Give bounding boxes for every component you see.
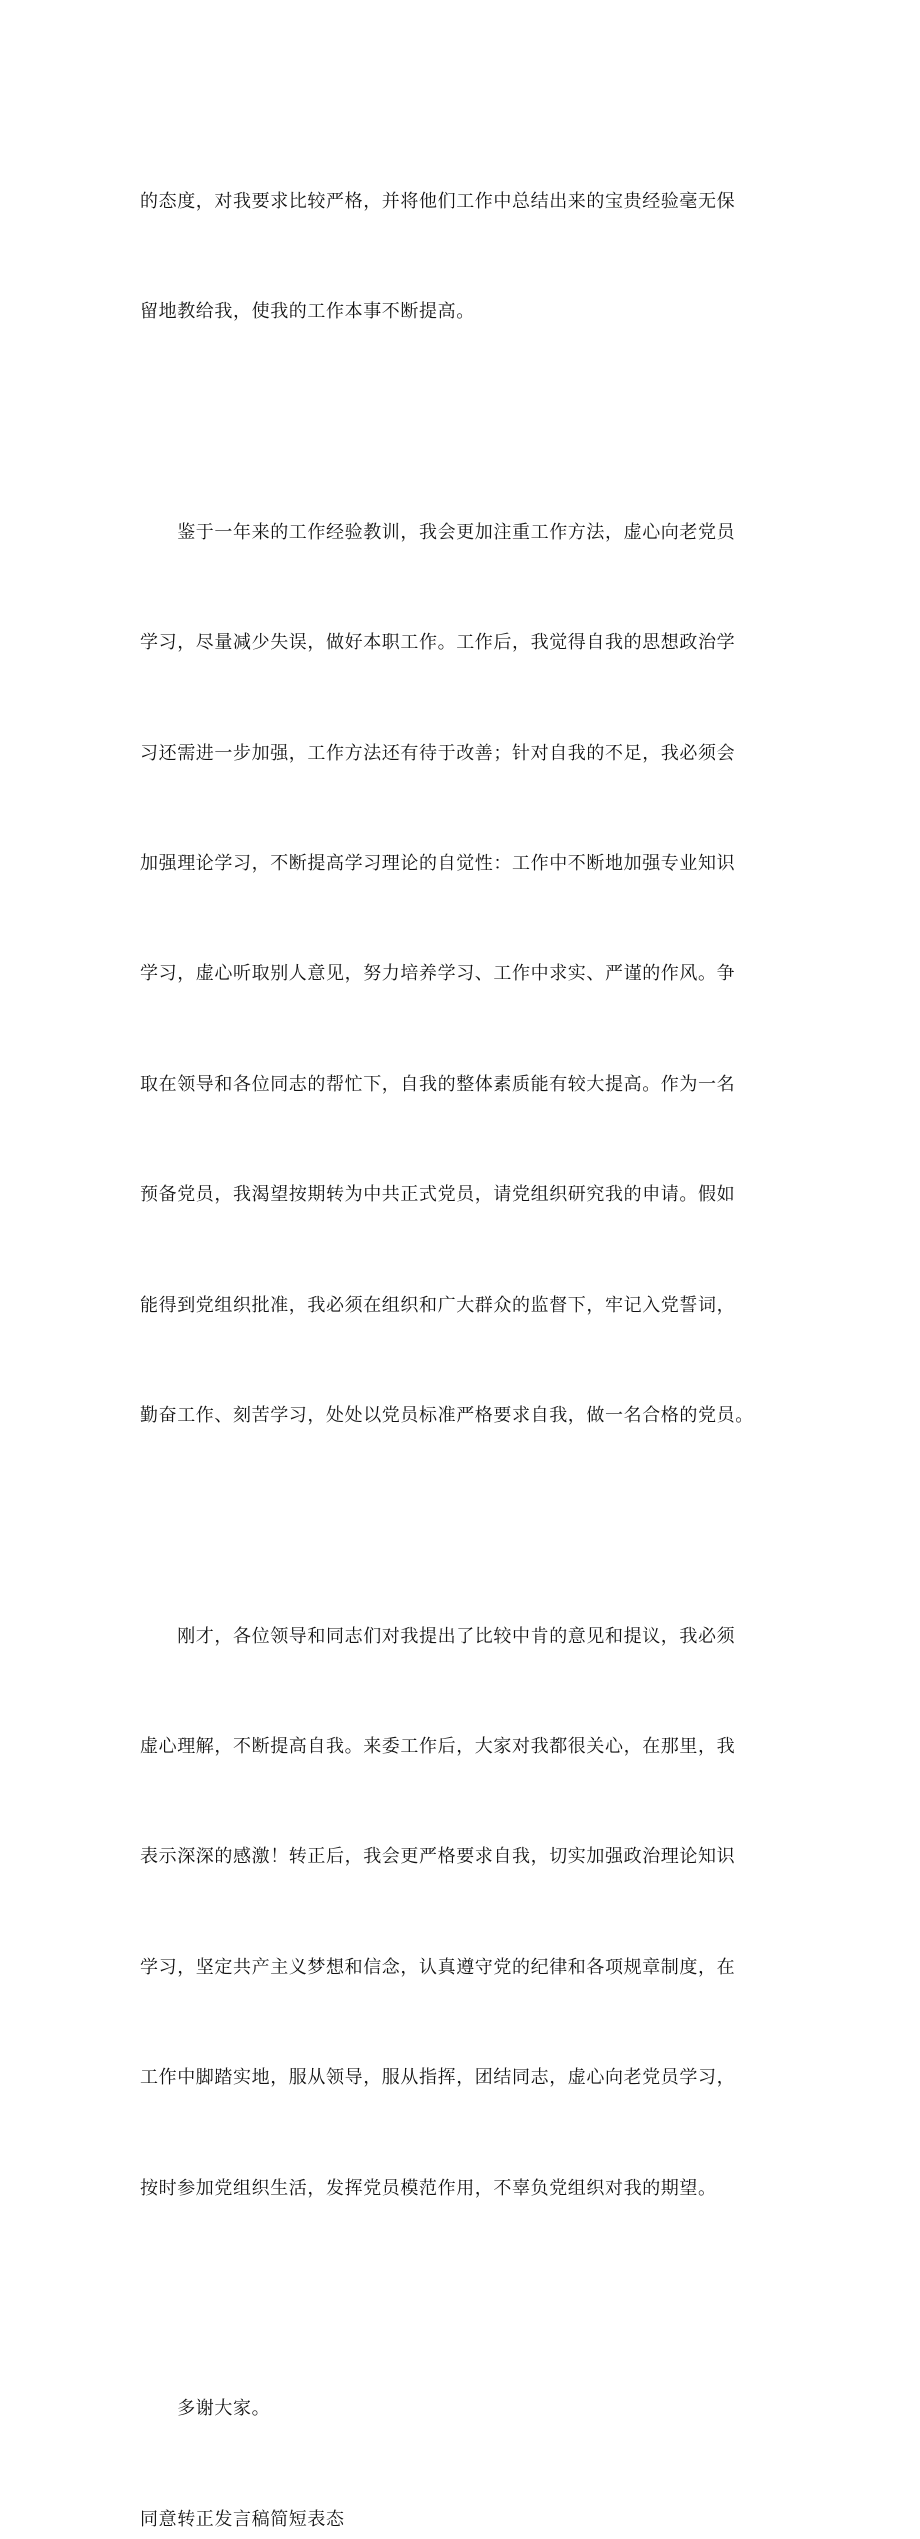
- paragraph-spacer: [140, 404, 800, 441]
- text-line: 学习，尽量减少失误，做好本职工作。工作后，我觉得自我的思想政治学: [140, 632, 736, 654]
- text-line: 的态度，对我要求比较严格，并将他们工作中总结出来的宝贵经验毫无保: [140, 190, 736, 212]
- text-line: 工作中脚踏实地，服从领导，服从指挥，团结同志，虚心向老党员学习，: [140, 2067, 736, 2089]
- text-line: 刚才，各位领导和同志们对我提出了比较中肯的意见和提议，我必须: [140, 1625, 736, 1647]
- text-line: 习还需进一步加强，工作方法还有待于改善；针对自我的不足，我必须会: [140, 742, 736, 764]
- paragraph-spacer: [140, 1508, 800, 1545]
- paragraph-2: [140, 441, 800, 1508]
- document-footer-title: 同意转正发言稿简短表态: [140, 2508, 345, 2530]
- text-line: 学习，坚定共产主义梦想和信念，认真遵守党的纪律和各项规章制度，在: [140, 1956, 736, 1978]
- text-line: 能得到党组织批准，我必须在组织和广大群众的监督下，牢记入党誓词，: [140, 1294, 736, 1316]
- text-line: 表示深深的感激！转正后，我会更严格要求自我，切实加强政治理论知识: [140, 1846, 736, 1868]
- text-line: 勤奋工作、刻苦学习，处处以党员标准严格要求自我，做一名合格的党员。: [140, 1404, 754, 1426]
- text-line: 取在领导和各位同志的帮忙下，自我的整体素质能有较大提高。作为一名: [140, 1073, 736, 1095]
- text-line: 多谢大家。: [140, 2398, 271, 2420]
- paragraph-1: [140, 110, 800, 404]
- text-line: 预备党员，我渴望按期转为中共正式党员，请党组织研究我的申请。假如: [140, 1184, 736, 1206]
- text-line: 留地教给我，使我的工作本事不断提高。: [140, 300, 475, 322]
- paragraph-4: [140, 2318, 800, 2502]
- document-body: [140, 110, 800, 2539]
- paragraph-3: [140, 1545, 800, 2281]
- paragraph-spacer: [140, 2281, 800, 2318]
- text-line: 按时参加党组织生活，发挥党员模范作用，不辜负党组织对我的期望。: [140, 2177, 717, 2199]
- text-line: 学习，虚心听取别人意见，努力培养学习、工作中求实、严谨的作风。争: [140, 963, 736, 985]
- text-line: 鉴于一年来的工作经验教训，我会更加注重工作方法，虚心向老党员: [140, 521, 736, 543]
- text-line: 虚心理解，不断提高自我。来委工作后，大家对我都很关心，在那里，我: [140, 1736, 736, 1758]
- text-line: 加强理论学习，不断提高学习理论的自觉性：工作中不断地加强专业知识: [140, 852, 736, 874]
